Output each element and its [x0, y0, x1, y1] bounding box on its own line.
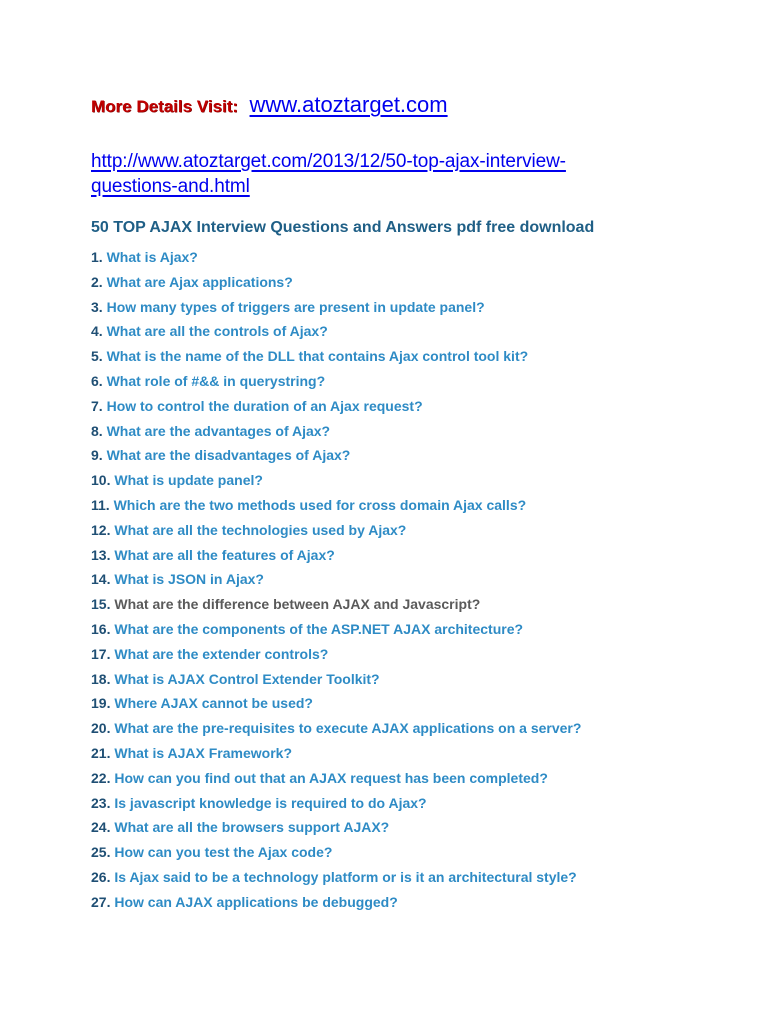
question-item: [91, 592, 581, 617]
question-item: [91, 493, 581, 518]
question-item: [91, 642, 581, 667]
question-number: 1.: [91, 249, 103, 265]
question-item: [91, 369, 581, 394]
question-number: 12.: [91, 521, 111, 538]
question-number: 14.: [91, 571, 111, 588]
question-number: 23.: [91, 794, 111, 811]
question-item: [91, 419, 581, 444]
question-item: [91, 741, 581, 766]
question-item: [91, 270, 581, 295]
question-item: [91, 394, 581, 419]
question-item: [91, 319, 581, 344]
question-number: 17.: [91, 645, 111, 662]
question-number: 22.: [91, 769, 111, 786]
question-link[interactable]: What are the components of the ASP.NET AJAX architecture?: [114, 620, 524, 637]
question-number: 20.: [91, 720, 111, 737]
question-link[interactable]: What is AJAX Control Extender Toolkit?: [114, 670, 380, 687]
question-link[interactable]: What is update panel?: [114, 472, 263, 489]
question-item: [91, 791, 581, 816]
question-number: 27.: [91, 893, 111, 910]
question-number: 25.: [91, 844, 111, 861]
question-number: 7.: [91, 397, 103, 414]
question-link[interactable]: How to control the duration of an Ajax request?: [106, 397, 423, 414]
question-number: 21.: [91, 744, 111, 761]
question-number: 16.: [91, 620, 111, 637]
question-link[interactable]: What are the disadvantages of Ajax?: [106, 447, 351, 464]
question-link[interactable]: Which are the two methods used for cross domain Ajax calls?: [113, 496, 527, 513]
question-link[interactable]: What is Ajax?: [106, 249, 198, 265]
question-item: [91, 567, 581, 592]
question-text: What are the difference between AJAX and Javascript?: [114, 596, 481, 613]
question-link[interactable]: What are all the controls of Ajax?: [106, 323, 328, 340]
question-item: [91, 617, 581, 642]
question-item: [91, 518, 581, 543]
question-link[interactable]: What are the pre-requisites to execute AJAX applications on a server?: [114, 720, 582, 737]
question-number: 9.: [91, 447, 103, 464]
article-url-link[interactable]: http://www.atoztarget.com/2013/12/50-top-ajax-interview-questions-and.html: [91, 151, 566, 197]
question-link[interactable]: How many types of triggers are present in update panel?: [106, 298, 485, 315]
site-link[interactable]: www.atoztarget.com: [249, 92, 448, 117]
question-link[interactable]: How can AJAX applications be debugged?: [114, 893, 398, 910]
question-link[interactable]: Is javascript knowledge is required to do Ajax?: [114, 794, 427, 811]
question-item: [91, 815, 581, 840]
question-item: [91, 691, 581, 716]
question-number: 3.: [91, 298, 103, 315]
question-link[interactable]: How can you find out that an AJAX request has been completed?: [114, 769, 548, 786]
question-number: 8.: [91, 422, 103, 439]
more-details-label: More Details Visit:: [91, 97, 239, 116]
more-details-header: [91, 92, 448, 118]
question-link[interactable]: What is AJAX Framework?: [114, 744, 292, 761]
question-number: 24.: [91, 819, 111, 836]
question-item: [91, 344, 581, 369]
question-number: 6.: [91, 372, 103, 389]
question-number: 19.: [91, 695, 111, 712]
question-link[interactable]: What are Ajax applications?: [106, 273, 293, 290]
question-link[interactable]: What role of #&& in querystring?: [106, 372, 326, 389]
question-item: [91, 245, 581, 270]
question-item: [91, 840, 581, 865]
question-link[interactable]: How can you test the Ajax code?: [114, 844, 333, 861]
question-number: 18.: [91, 670, 111, 687]
question-item: [91, 890, 581, 915]
question-link[interactable]: What are the advantages of Ajax?: [106, 422, 331, 439]
question-item: [91, 543, 581, 568]
question-link[interactable]: What are all the browsers support AJAX?: [114, 819, 390, 836]
question-link[interactable]: What are all the technologies used by Ajax?: [114, 521, 407, 538]
question-item: [91, 667, 581, 692]
question-item: [91, 766, 581, 791]
question-link[interactable]: Is Ajax said to be a technology platform or is it an architectural style?: [114, 868, 577, 885]
question-link[interactable]: What is JSON in Ajax?: [114, 571, 264, 588]
question-number: 26.: [91, 868, 111, 885]
question-list: [91, 245, 581, 915]
question-item: [91, 716, 581, 741]
question-item: [91, 295, 581, 320]
question-item: [91, 865, 581, 890]
question-number: 10.: [91, 472, 111, 489]
question-link[interactable]: Where AJAX cannot be used?: [114, 695, 313, 712]
question-number: 4.: [91, 323, 103, 340]
question-number: 2.: [91, 273, 103, 290]
question-link[interactable]: What are the extender controls?: [114, 645, 329, 662]
question-item: [91, 468, 581, 493]
question-number: 13.: [91, 546, 111, 563]
question-number: 5.: [91, 348, 103, 365]
question-number: 15.: [91, 596, 111, 613]
page-title: 50 TOP AJAX Interview Questions and Answers pdf free download: [91, 219, 595, 236]
question-link[interactable]: What is the name of the DLL that contains Ajax control tool kit?: [106, 348, 529, 365]
question-item: [91, 443, 581, 468]
question-link[interactable]: What are all the features of Ajax?: [114, 546, 335, 563]
question-number: 11.: [91, 496, 110, 513]
